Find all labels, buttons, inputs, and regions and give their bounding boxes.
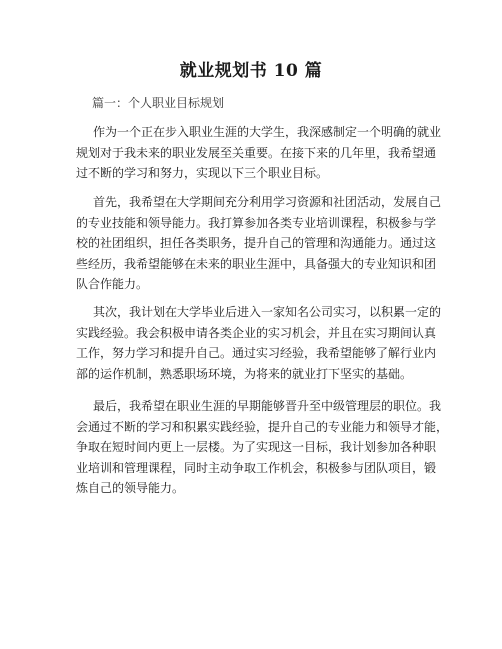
paragraph-line: 会通过不断的学习和积累实践经验，提升自己的专业能力和领导才能， bbox=[76, 419, 449, 434]
paragraph-line: 些经历，我希望能够在未来的职业生涯中，具备强大的专业知识和团 bbox=[76, 256, 437, 271]
paragraph-line: 工作，努力学习和提升自己。通过实习经验，我希望能够了解行业内 bbox=[76, 346, 437, 360]
paragraph-line: 最后，我希望在职业生涯的早期能够晋升至中级管理层的职位。我 bbox=[93, 399, 442, 413]
paragraph-line: 作为一个正在步入职业生涯的大学生，我深感制定一个明确的就业 bbox=[93, 125, 442, 139]
document-title: 就业规划书 10 篇 bbox=[179, 61, 323, 81]
paragraph-line: 的专业技能和领导能力。我打算参加各类专业培训课程，积极参与学 bbox=[76, 215, 437, 230]
paragraph-line: 争取在短时间内更上一层楼。为了实现这一目标，我计划参加各种职 bbox=[76, 440, 437, 454]
paragraph-line: 实践经验。我会积极申请各类企业的实习机会，并且在实习期间认真 bbox=[76, 325, 437, 340]
paragraph-line: 部的运作机制，熟悉职场环境，为将来的就业打下坚实的基础。 bbox=[76, 366, 413, 381]
paragraph-3 bbox=[76, 302, 442, 384]
paragraph-1 bbox=[76, 122, 442, 184]
paragraph-line: 校的社团组织，担任各类职务，提升自己的管理和沟通能力。通过这 bbox=[76, 236, 437, 250]
paragraph-line: 业培训和管理课程，同时主动争取工作机会，积极参与团队项目，锻 bbox=[76, 460, 437, 475]
paragraph-line: 过不断的学习和努力，实现以下三个职业目标。 bbox=[76, 166, 329, 180]
paragraph-line: 首先，我希望在大学期间充分利用学习资源和社团活动，发展自己 bbox=[93, 195, 442, 209]
paragraph-2 bbox=[76, 192, 442, 295]
paragraph-line: 队合作能力。 bbox=[76, 277, 149, 291]
paragraph-4 bbox=[76, 396, 449, 499]
paragraph-line: 其次，我计划在大学毕业后进入一家知名公司实习，以积累一定的 bbox=[93, 305, 442, 319]
paragraph-line: 规划对于我未来的职业发展至关重要。在接下来的几年里，我希望通 bbox=[76, 145, 437, 160]
paragraph-line: 炼自己的领导能力。 bbox=[76, 481, 185, 495]
section-subtitle: 篇一：个人职业目标规划 bbox=[92, 96, 225, 110]
